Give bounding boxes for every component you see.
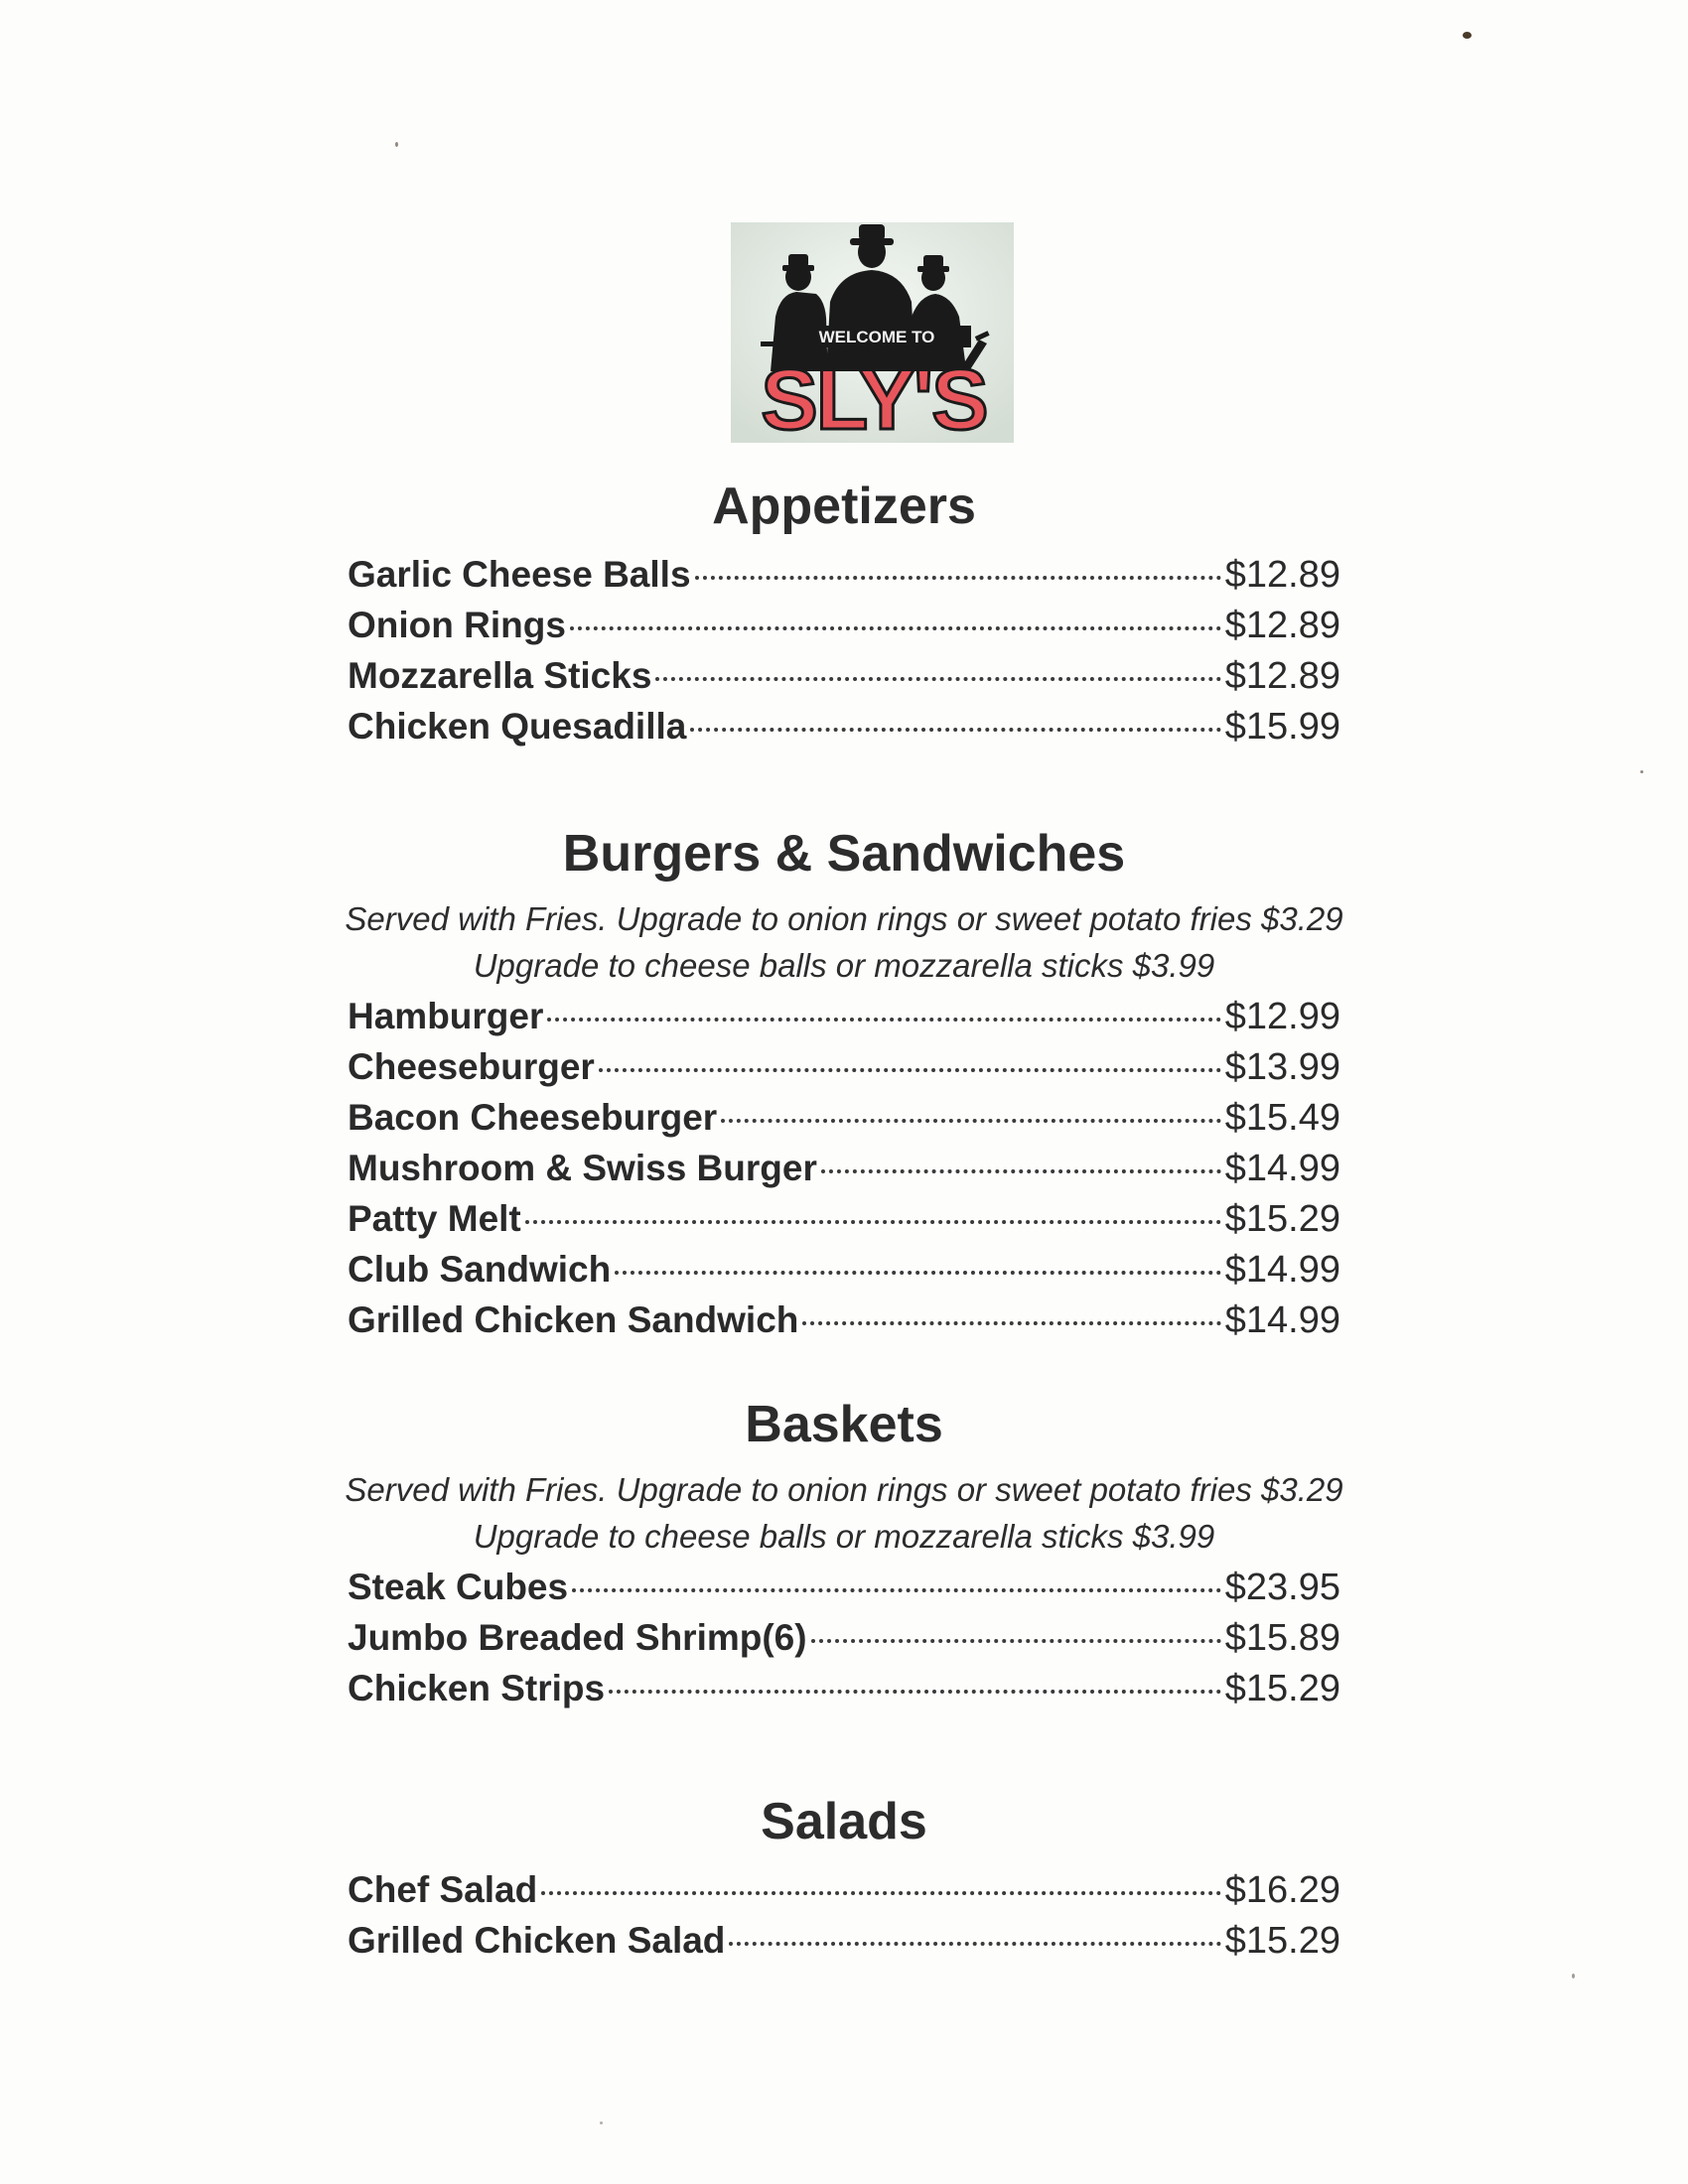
menu-item [348, 1244, 1340, 1295]
section-burgers-sandwiches [0, 824, 1688, 1345]
section-note: Served with Fries. Upgrade to onion rings or sweet potato fries $3.29 [345, 900, 1343, 937]
menu-item [348, 1864, 1340, 1915]
item-name: Steak Cubes [348, 1567, 569, 1607]
menu-item [348, 1295, 1340, 1345]
dot-leader [599, 1068, 1221, 1072]
item-price: $14.99 [1224, 1148, 1340, 1189]
menu-item [348, 1915, 1340, 1966]
section-note: Upgrade to cheese balls or mozzarella sticks $3.99 [473, 1518, 1215, 1555]
menu-item [348, 549, 1340, 600]
dot-leader [695, 576, 1221, 580]
dot-leader [525, 1220, 1221, 1224]
item-name: Bacon Cheeseburger [348, 1097, 718, 1138]
item-price: $12.89 [1224, 605, 1340, 646]
menu-list [348, 991, 1340, 1345]
item-price: $15.29 [1224, 1668, 1340, 1709]
dot-leader [541, 1891, 1221, 1895]
item-name: Chicken Strips [348, 1668, 606, 1708]
dot-leader [821, 1169, 1221, 1173]
restaurant-logo [731, 222, 1014, 443]
section-note: Upgrade to cheese balls or mozzarella sticks $3.99 [473, 947, 1215, 984]
item-name: Club Sandwich [348, 1249, 612, 1290]
item-price: $13.99 [1224, 1046, 1340, 1088]
scan-speck [1463, 32, 1472, 39]
item-price: $23.95 [1224, 1567, 1340, 1608]
item-price: $12.89 [1224, 655, 1340, 697]
item-price: $14.99 [1224, 1249, 1340, 1291]
item-name: Grilled Chicken Salad [348, 1920, 726, 1961]
item-name: Hamburger [348, 996, 544, 1036]
menu-item [348, 701, 1340, 751]
section-title: Burgers & Sandwiches [562, 825, 1126, 883]
menu-item [348, 650, 1340, 701]
menu-list [348, 1864, 1340, 1966]
section-salads [0, 1792, 1688, 1966]
item-name: Patty Melt [348, 1198, 521, 1239]
logo-welcome-text: WELCOME TO [818, 328, 935, 346]
dot-leader [802, 1321, 1220, 1325]
menu-item [348, 1663, 1340, 1713]
scan-speck [1572, 1974, 1575, 1979]
section-note: Served with Fries. Upgrade to onion rings or sweet potato fries $3.29 [345, 1471, 1343, 1508]
item-name: Mushroom & Swiss Burger [348, 1148, 817, 1188]
item-name: Onion Rings [348, 605, 566, 645]
dot-leader [609, 1690, 1221, 1694]
section-baskets [0, 1395, 1688, 1713]
logo-brand-text: SLY'S [761, 352, 987, 443]
section-title: Appetizers [712, 478, 976, 535]
logo-graphic [731, 222, 1014, 443]
dot-leader [615, 1271, 1221, 1275]
item-price: $12.89 [1224, 554, 1340, 596]
section-title: Salads [761, 1793, 927, 1850]
menu-item [348, 600, 1340, 650]
item-name: Jumbo Breaded Shrimp(6) [348, 1617, 807, 1658]
item-price: $15.29 [1224, 1920, 1340, 1962]
item-name: Garlic Cheese Balls [348, 554, 691, 595]
menu-item [348, 991, 1340, 1041]
item-name: Grilled Chicken Sandwich [348, 1299, 799, 1340]
menu-item [348, 1143, 1340, 1193]
item-price: $16.29 [1224, 1869, 1340, 1911]
item-price: $15.99 [1224, 706, 1340, 748]
dot-leader [729, 1942, 1220, 1946]
dot-leader [811, 1639, 1221, 1643]
menu-item [348, 1193, 1340, 1244]
dot-leader [547, 1018, 1220, 1022]
dot-leader [655, 677, 1220, 681]
item-name: Chef Salad [348, 1869, 538, 1910]
menu-item [348, 1562, 1340, 1612]
dot-leader [570, 626, 1221, 630]
menu-list [348, 549, 1340, 751]
item-name: Chicken Quesadilla [348, 706, 687, 747]
dot-leader [572, 1588, 1221, 1592]
item-price: $15.49 [1224, 1097, 1340, 1139]
scan-speck [395, 142, 398, 147]
menu-item [348, 1612, 1340, 1663]
menu-list [348, 1562, 1340, 1713]
menu-item [348, 1041, 1340, 1092]
section-appetizers [0, 477, 1688, 751]
dot-leader [721, 1119, 1221, 1123]
item-name: Cheeseburger [348, 1046, 595, 1087]
item-price: $15.29 [1224, 1198, 1340, 1240]
item-price: $12.99 [1224, 996, 1340, 1037]
scan-speck [600, 2121, 603, 2124]
item-name: Mozzarella Sticks [348, 655, 652, 696]
section-title: Baskets [745, 1396, 943, 1453]
dot-leader [690, 728, 1220, 732]
scan-speck [1640, 770, 1643, 773]
menu-item [348, 1092, 1340, 1143]
item-price: $14.99 [1224, 1299, 1340, 1341]
item-price: $15.89 [1224, 1617, 1340, 1659]
